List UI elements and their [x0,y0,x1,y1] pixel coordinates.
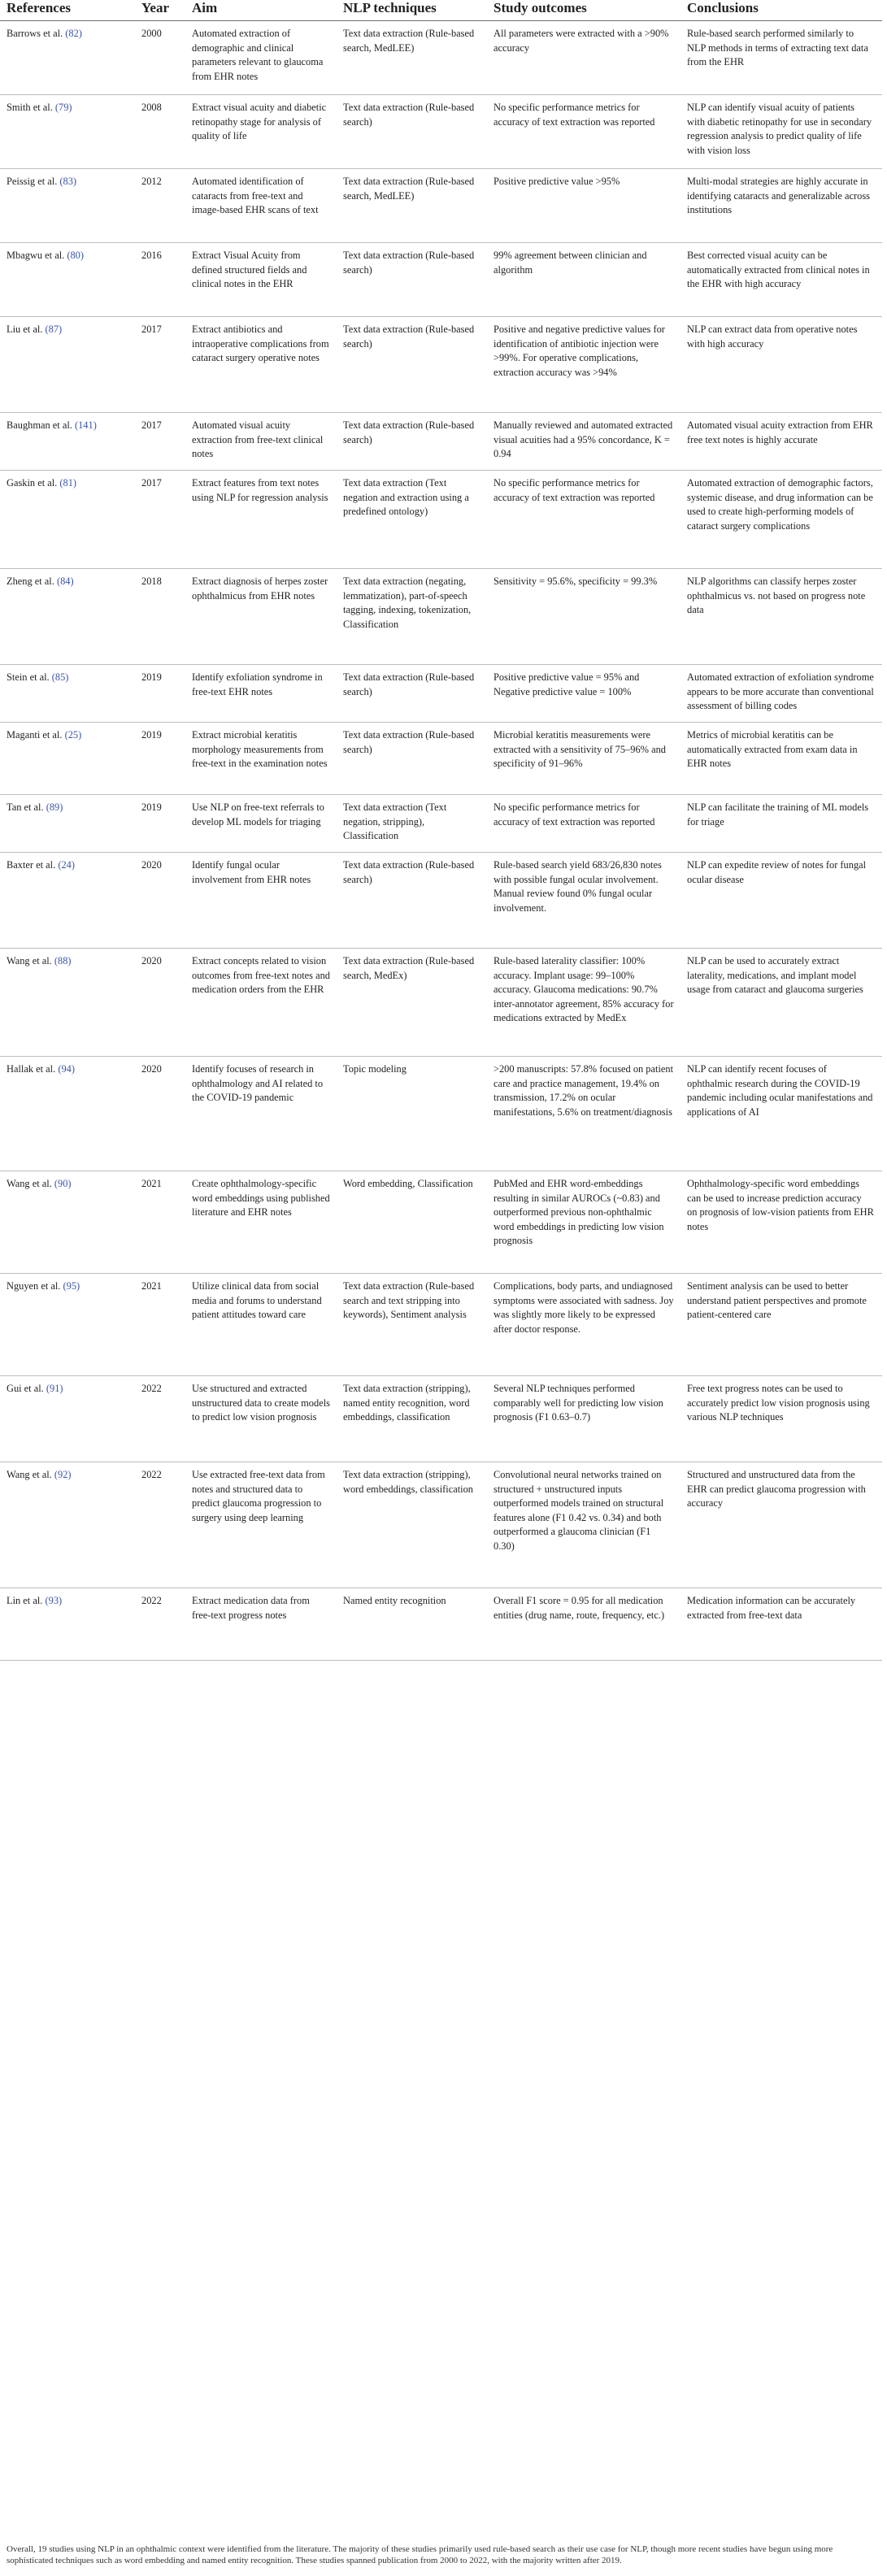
header-study-outcomes: Study outcomes [489,0,682,21]
cell-conclusions: NLP can be used to accurately extract laterality, medications, and implant model usage from cataract and glaucoma surgeries [682,949,882,1057]
cell-nlp-techniques: Text data extraction (Rule-based search) [338,853,489,949]
cell-aim: Extract medication data from free-text progress notes [187,1588,338,1661]
cell-aim: Use structured and extracted unstructured data to create models to predict low vision prognosis [187,1376,338,1462]
cell-aim: Extract antibiotics and intraoperative complications from cataract surgery operative notes [187,317,338,413]
citation-link[interactable]: (80) [67,250,84,261]
header-year: Year [137,0,187,21]
table-row [0,1057,882,1171]
cell-nlp-techniques: Topic modeling [338,1057,489,1171]
citation-link[interactable]: (88) [54,955,72,967]
table-row [0,723,882,795]
cell-aim: Extract diagnosis of herpes zoster ophthalmicus from EHR notes [187,569,338,665]
cell-year: 2017 [137,471,187,569]
reference-author: Liu et al. [7,324,43,335]
citation-link[interactable]: (92) [54,1469,72,1480]
cell-study-outcomes: Rule-based laterality classifier: 100% accuracy. Implant usage: 99–100% accuracy. Glaucoma medications: 90.7% inter-annotator agreement, 85% accuracy for medications extracted by MedEx [489,949,682,1057]
citation-link[interactable]: (141) [74,419,97,431]
cell-aim: Extract visual acuity and diabetic retinopathy stage for analysis of quality of life [187,95,338,169]
cell-conclusions: Multi-modal strategies are highly accurate in identifying cataracts and generalizable across institutions [682,169,882,243]
cell-nlp-techniques: Text data extraction (Text negation, stripping), Classification [338,795,489,853]
table-row [0,665,882,723]
citation-link[interactable]: (84) [56,576,74,587]
reference-author: Gui et al. [7,1383,44,1394]
cell-reference [0,243,137,317]
reference-author: Lin et al. [7,1595,43,1606]
citation-link[interactable]: (94) [58,1063,75,1075]
cell-nlp-techniques: Text data extraction (Rule-based search) [338,723,489,795]
cell-study-outcomes: Manually reviewed and automated extracted visual acuities had a 95% concordance, K = 0.94 [489,413,682,471]
reference-author: Peissig et al. [7,176,58,187]
cell-study-outcomes: 99% agreement between clinician and algorithm [489,243,682,317]
cell-conclusions: NLP can extract data from operative notes with high accuracy [682,317,882,413]
cell-nlp-techniques: Text data extraction (stripping), word embeddings, classification [338,1462,489,1588]
cell-study-outcomes: Positive and negative predictive values for identification of antibiotic injection were >99%. For operative complications, extraction accuracy was >94% [489,317,682,413]
cell-aim: Extract concepts related to vision outcomes from free-text notes and medication orders from the EHR [187,949,338,1057]
cell-year: 2021 [137,1274,187,1376]
header-conclusions: Conclusions [682,0,882,21]
cell-aim: Identify exfoliation syndrome in free-text EHR notes [187,665,338,723]
cell-conclusions: NLP can facilitate the training of ML models for triage [682,795,882,853]
table-row [0,1171,882,1274]
header-references: References [0,0,137,21]
table-row [0,1376,882,1462]
reference-author: Baxter et al. [7,859,56,871]
table-body [0,21,882,1661]
cell-aim: Create ophthalmology-specific word embeddings using published literature and EHR notes [187,1171,338,1274]
table-row [0,317,882,413]
citation-link[interactable]: (83) [59,176,77,187]
cell-year: 2019 [137,723,187,795]
cell-study-outcomes: No specific performance metrics for accuracy of text extraction was reported [489,795,682,853]
cell-study-outcomes: Overall F1 score = 0.95 for all medication entities (drug name, route, frequency, etc.) [489,1588,682,1661]
table-row [0,413,882,471]
citation-link[interactable]: (79) [54,102,72,113]
cell-study-outcomes: >200 manuscripts: 57.8% focused on patient care and practice management, 19.4% on transmission, 17.2% on ocular manifestations, 5.6% on treatment/diagnosis [489,1057,682,1171]
reference-author: Smith et al. [7,102,53,113]
cell-conclusions: Automated visual acuity extraction from EHR free text notes is highly accurate [682,413,882,471]
reference-author: Wang et al. [7,955,52,967]
cell-conclusions: Metrics of microbial keratitis can be automatically extracted from exam data in EHR notes [682,723,882,795]
cell-study-outcomes: Several NLP techniques performed comparably well for predicting low vision prognosis (F1 0.63–0.7) [489,1376,682,1462]
cell-reference [0,723,137,795]
cell-aim: Extract microbial keratitis morphology measurements from free-text in the examination notes [187,723,338,795]
cell-reference [0,1588,137,1661]
table-row [0,795,882,853]
cell-conclusions: Ophthalmology-specific word embeddings can be used to increase prediction accuracy on prognosis of low-vision patients from EHR notes [682,1171,882,1274]
reference-author: Wang et al. [7,1469,52,1480]
cell-year: 2020 [137,949,187,1057]
cell-nlp-techniques: Text data extraction (Rule-based search) [338,413,489,471]
cell-year: 2012 [137,169,187,243]
table-row [0,471,882,569]
reference-author: Zheng et al. [7,576,54,587]
table-footnote: Overall, 19 studies using NLP in an ophthalmic context were identified from the literature. The majority of these studies primarily used rule-based search as their use case for NLP, though more recent studies have begun using more sophisticated techniques such as word embedding and named entity recognition. These studies spanned publication from 2000 to 2022, with the majority written after 2019. [7,2544,833,2565]
reference-author: Barrows et al. [7,28,63,39]
cell-nlp-techniques: Text data extraction (stripping), named entity recognition, word embeddings, classification [338,1376,489,1462]
reference-author: Stein et al. [7,671,50,683]
citation-link[interactable]: (87) [45,324,63,335]
cell-nlp-techniques: Text data extraction (Rule-based search) [338,317,489,413]
table-row [0,1462,882,1588]
cell-year: 2020 [137,853,187,949]
cell-year: 2019 [137,665,187,723]
header-aim: Aim [187,0,338,21]
citation-link[interactable]: (89) [46,801,63,813]
citation-link[interactable]: (82) [65,28,82,39]
cell-reference [0,317,137,413]
reference-author: Wang et al. [7,1178,52,1189]
table-row [0,169,882,243]
citation-link[interactable]: (90) [54,1178,72,1189]
cell-study-outcomes: PubMed and EHR word-embeddings resulting in similar AUROCs (~0.83) and outperformed previous non-ophthalmic word embeddings in predicting low vision prognosis [489,1171,682,1274]
cell-year: 2022 [137,1462,187,1588]
cell-conclusions: Automated extraction of exfoliation syndrome appears to be more accurate than conventional assessment of billing codes [682,665,882,723]
cell-study-outcomes: No specific performance metrics for accuracy of text extraction was reported [489,95,682,169]
cell-conclusions: NLP algorithms can classify herpes zoster ophthalmicus vs. not based on progress note data [682,569,882,665]
cell-year: 2021 [137,1171,187,1274]
cell-conclusions: Free text progress notes can be used to accurately predict low vision prognosis using various NLP techniques [682,1376,882,1462]
cell-conclusions: NLP can identify visual acuity of patients with diabetic retinopathy for use in secondary regression analysis to predict quality of life with vision loss [682,95,882,169]
reference-author: Mbagwu et al. [7,250,65,261]
cell-reference [0,853,137,949]
cell-study-outcomes: All parameters were extracted with a >90% accuracy [489,21,682,95]
cell-reference [0,413,137,471]
cell-conclusions: NLP can identify recent focuses of ophthalmic research during the COVID-19 pandemic including ocular manifestations and applications of AI [682,1057,882,1171]
cell-conclusions: Sentiment analysis can be used to better understand patient perspectives and promote patient-centered care [682,1274,882,1376]
cell-reference [0,795,137,853]
cell-study-outcomes: Microbial keratitis measurements were extracted with a sensitivity of 75–96% and specificity of 91–96% [489,723,682,795]
citation-link[interactable]: (24) [58,859,75,871]
cell-reference [0,169,137,243]
citation-link[interactable]: (93) [45,1595,63,1606]
cell-study-outcomes: Convolutional neural networks trained on structured + unstructured inputs outperformed models trained on structural features alone (F1 0.42 vs. 0.34) and both outperformed a glaucoma clinician (F1 0.30) [489,1462,682,1588]
cell-conclusions: NLP can expedite review of notes for fungal ocular disease [682,853,882,949]
cell-reference [0,95,137,169]
cell-study-outcomes: Rule-based search yield 683/26,830 notes with possible fungal ocular involvement. Manual review found 0% fungal ocular involvement. [489,853,682,949]
cell-year: 2017 [137,413,187,471]
table-row [0,1588,882,1661]
cell-study-outcomes: Complications, body parts, and undiagnosed symptoms were associated with sadness. Joy was slightly more likely to be expressed after doctor response. [489,1274,682,1376]
cell-aim: Use extracted free-text data from notes and structured data to predict glaucoma progression to surgery using deep learning [187,1462,338,1588]
reference-author: Nguyen et al. [7,1280,61,1292]
table-row [0,95,882,169]
cell-aim: Automated extraction of demographic and clinical parameters relevant to glaucoma from EHR notes [187,21,338,95]
cell-nlp-techniques: Text data extraction (Rule-based search) [338,243,489,317]
cell-nlp-techniques: Text data extraction (Text negation and extraction using a predefined ontology) [338,471,489,569]
cell-study-outcomes: Positive predictive value >95% [489,169,682,243]
cell-year: 2019 [137,795,187,853]
reference-author: Maganti et al. [7,729,63,741]
cell-nlp-techniques: Text data extraction (Rule-based search, MedLEE) [338,169,489,243]
cell-year: 2008 [137,95,187,169]
cell-aim: Automated identification of cataracts from free-text and image-based EHR scans of text [187,169,338,243]
cell-study-outcomes: Sensitivity = 95.6%, specificity = 99.3% [489,569,682,665]
cell-study-outcomes: No specific performance metrics for accuracy of text extraction was reported [489,471,682,569]
cell-aim: Extract Visual Acuity from defined structured fields and clinical notes in the EHR [187,243,338,317]
citation-link[interactable]: (25) [64,729,82,741]
cell-reference [0,1171,137,1274]
cell-aim: Automated visual acuity extraction from free-text clinical notes [187,413,338,471]
cell-aim: Extract features from text notes using NLP for regression analysis [187,471,338,569]
cell-conclusions: Medication information can be accurately extracted from free-text data [682,1588,882,1661]
table-row [0,949,882,1057]
cell-year: 2020 [137,1057,187,1171]
cell-study-outcomes: Positive predictive value = 95% and Negative predictive value = 100% [489,665,682,723]
cell-year: 2022 [137,1376,187,1462]
table-row [0,569,882,665]
cell-conclusions: Best corrected visual acuity can be automatically extracted from clinical notes in the EHR with high accuracy [682,243,882,317]
citation-link[interactable]: (85) [51,671,69,683]
table-row [0,243,882,317]
cell-year: 2022 [137,1588,187,1661]
table-row [0,21,882,95]
cell-reference [0,569,137,665]
cell-reference [0,471,137,569]
cell-year: 2016 [137,243,187,317]
cell-reference [0,1057,137,1171]
cell-aim: Identify fungal ocular involvement from EHR notes [187,853,338,949]
cell-nlp-techniques: Text data extraction (negating, lemmatization), part-of-speech tagging, indexing, tokenization, Classification [338,569,489,665]
table-row [0,853,882,949]
cell-reference [0,1274,137,1376]
cell-year: 2018 [137,569,187,665]
cell-reference [0,665,137,723]
cell-year: 2000 [137,21,187,95]
cell-reference [0,949,137,1057]
reference-author: Tan et al. [7,801,44,813]
cell-nlp-techniques: Text data extraction (Rule-based search and text stripping into keywords), Sentiment analysis [338,1274,489,1376]
cell-aim: Identify focuses of research in ophthalmology and AI related to the COVID-19 pandemic [187,1057,338,1171]
cell-conclusions: Structured and unstructured data from the EHR can predict glaucoma progression with accuracy [682,1462,882,1588]
cell-reference [0,21,137,95]
citation-link[interactable]: (91) [46,1383,63,1394]
cell-reference [0,1376,137,1462]
cell-aim: Utilize clinical data from social media and forums to understand patient attitudes toward care [187,1274,338,1376]
cell-conclusions: Rule-based search performed similarly to NLP methods in terms of extracting text data from the EHR [682,21,882,95]
cell-nlp-techniques: Named entity recognition [338,1588,489,1661]
reference-author: Hallak et al. [7,1063,56,1075]
cell-reference [0,1462,137,1588]
table-header-row [0,0,882,21]
cell-nlp-techniques: Text data extraction (Rule-based search) [338,665,489,723]
reference-author: Gaskin et al. [7,477,58,489]
cell-nlp-techniques: Text data extraction (Rule-based search) [338,95,489,169]
citation-link[interactable]: (95) [63,1280,80,1292]
cell-nlp-techniques: Text data extraction (Rule-based search, MedLEE) [338,21,489,95]
reference-author: Baughman et al. [7,419,72,431]
cell-nlp-techniques: Text data extraction (Rule-based search, MedEx) [338,949,489,1057]
cell-aim: Use NLP on free-text referrals to develop ML models for triaging [187,795,338,853]
cell-conclusions: Automated extraction of demographic factors, systemic disease, and drug information can be used to create high-performing models of cataract surgery complications [682,471,882,569]
cell-year: 2017 [137,317,187,413]
table-row [0,1274,882,1376]
header-nlp-techniques: NLP techniques [338,0,489,21]
citation-link[interactable]: (81) [59,477,77,489]
cell-nlp-techniques: Word embedding, Classification [338,1171,489,1274]
